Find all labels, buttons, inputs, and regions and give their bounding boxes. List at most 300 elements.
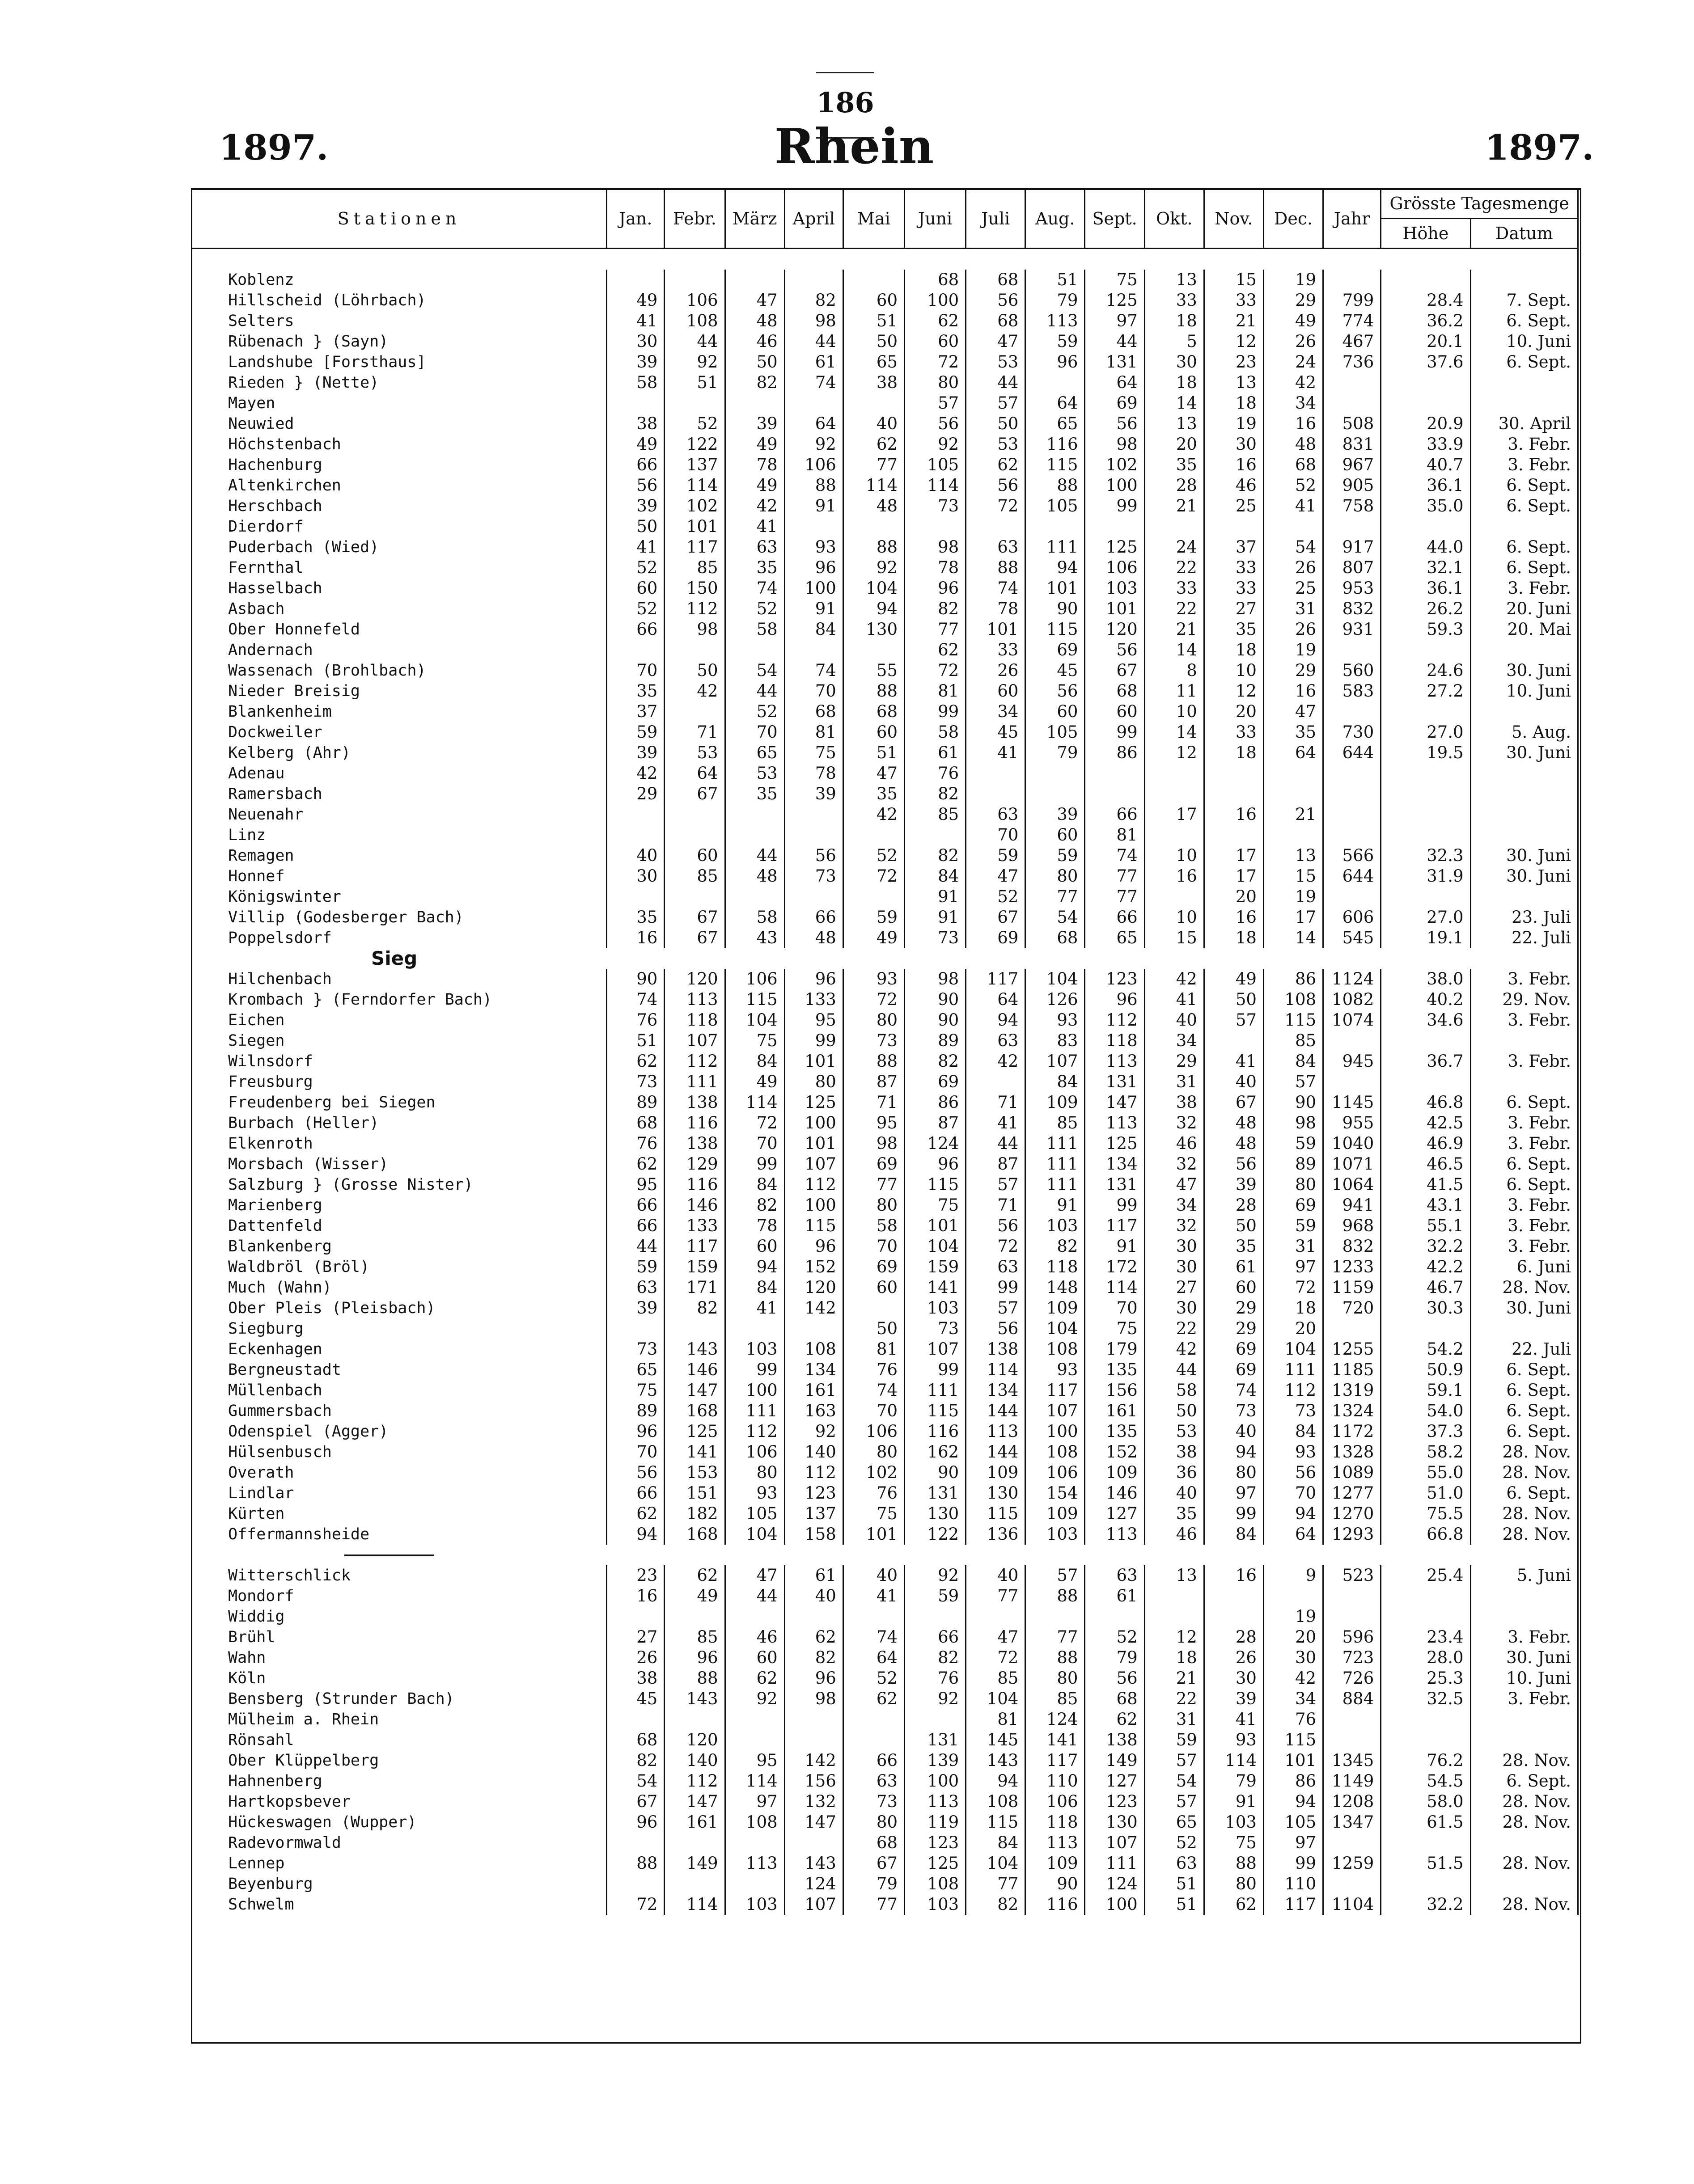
table-cell: 35 <box>1144 455 1204 475</box>
table-cell <box>665 1833 725 1853</box>
table-cell: 110 <box>1025 1771 1085 1791</box>
table-cell: 56 <box>1204 1154 1263 1174</box>
table-cell: 113 <box>1085 1524 1144 1545</box>
header-month: Sept. <box>1085 189 1144 249</box>
table-cell: 91 <box>905 887 966 907</box>
table-cell: 54 <box>1025 907 1085 928</box>
table-cell: 104 <box>905 1236 966 1257</box>
table-cell: 953 <box>1323 578 1381 599</box>
table-cell: 97 <box>725 1791 784 1812</box>
table-cell: 113 <box>905 1791 966 1812</box>
table-cell: 31 <box>1144 1072 1204 1092</box>
table-cell: 41 <box>607 311 665 331</box>
table-row <box>192 516 1578 537</box>
table-cell: 40 <box>1204 1421 1263 1442</box>
table-cell <box>607 640 665 660</box>
table-cell: 114 <box>905 475 966 496</box>
table-cell: 47 <box>966 866 1025 887</box>
table-cell: 21 <box>1144 496 1204 516</box>
table-cell: 49 <box>725 434 784 455</box>
station-name: Honnef <box>192 866 607 887</box>
table-cell: 31.9 <box>1381 866 1470 887</box>
table-cell: 66 <box>607 1195 665 1216</box>
table-cell: 29 <box>1144 1051 1204 1072</box>
table-cell: 19 <box>1204 414 1263 434</box>
table-cell: 42.5 <box>1381 1113 1470 1133</box>
table-row <box>192 537 1578 558</box>
table-cell: 113 <box>1085 1113 1144 1133</box>
table-cell: 67 <box>843 1853 904 1874</box>
table-cell: 89 <box>607 1401 665 1421</box>
table-cell: 105 <box>725 1504 784 1524</box>
table-cell: 95 <box>607 1174 665 1195</box>
table-cell: 94 <box>966 1771 1025 1791</box>
table-cell: 131 <box>1085 352 1144 372</box>
table-cell <box>665 804 725 825</box>
table-cell: 108 <box>1025 1339 1085 1360</box>
table-cell <box>784 516 843 537</box>
table-cell: 15 <box>1263 866 1323 887</box>
table-cell: 88 <box>843 537 904 558</box>
table-row <box>192 1709 1578 1730</box>
table-cell: 60 <box>966 681 1025 701</box>
station-name: Wahn <box>192 1648 607 1668</box>
table-cell <box>843 887 904 907</box>
table-cell: 120 <box>784 1277 843 1298</box>
table-cell: 62 <box>905 311 966 331</box>
table-cell: 113 <box>665 989 725 1010</box>
table-cell <box>1025 372 1085 393</box>
table-cell <box>665 825 725 845</box>
table-cell <box>843 1709 904 1730</box>
table-cell <box>607 825 665 845</box>
table-cell: 92 <box>725 1689 784 1709</box>
station-name: Bergneustadt <box>192 1360 607 1380</box>
station-name: Hachenburg <box>192 455 607 475</box>
table-cell: 720 <box>1323 1298 1381 1318</box>
table-row <box>192 681 1578 701</box>
table-cell: 42 <box>1144 1339 1204 1360</box>
table-row <box>192 722 1578 743</box>
table-cell: 85 <box>665 558 725 578</box>
table-cell: 114 <box>665 475 725 496</box>
table-cell: 108 <box>1263 989 1323 1010</box>
table-cell: 28 <box>1144 475 1204 496</box>
table-cell: 30 <box>1144 1236 1204 1257</box>
table-cell: 125 <box>905 1853 966 1874</box>
table-cell: 884 <box>1323 1689 1381 1709</box>
table-cell: 40 <box>784 1586 843 1606</box>
table-cell: 131 <box>905 1483 966 1504</box>
table-cell: 50 <box>725 352 784 372</box>
table-cell: 30. Juni <box>1470 866 1578 887</box>
table-row <box>192 352 1578 372</box>
table-cell: 41.5 <box>1381 1174 1470 1195</box>
table-cell: 103 <box>1204 1812 1263 1833</box>
table-cell: 52 <box>966 887 1025 907</box>
table-cell: 67 <box>607 1791 665 1812</box>
station-name: Ober Honnefeld <box>192 619 607 640</box>
table-cell: 112 <box>665 599 725 619</box>
table-cell: 84 <box>905 866 966 887</box>
station-name: Müllenbach <box>192 1380 607 1401</box>
table-cell: 63 <box>966 1257 1025 1277</box>
table-cell: 30 <box>1204 1668 1263 1689</box>
table-cell: 71 <box>966 1092 1025 1113</box>
table-cell: 72 <box>843 866 904 887</box>
table-cell: 124 <box>784 1874 843 1894</box>
table-cell: 57 <box>966 393 1025 414</box>
table-cell: 1185 <box>1323 1360 1381 1380</box>
table-cell <box>966 784 1025 804</box>
table-cell <box>905 1709 966 1730</box>
table-cell: 59 <box>607 722 665 743</box>
table-cell: 16 <box>1204 455 1263 475</box>
table-cell: 3. Febr. <box>1470 969 1578 989</box>
table-cell: 62 <box>607 1051 665 1072</box>
station-name: Köln <box>192 1668 607 1689</box>
table-cell: 36.2 <box>1381 311 1470 331</box>
table-cell: 76 <box>607 1133 665 1154</box>
table-cell: 35 <box>1204 619 1263 640</box>
table-cell: 60 <box>1025 701 1085 722</box>
table-cell: 116 <box>665 1113 725 1133</box>
table-cell: 508 <box>1323 414 1381 434</box>
table-cell: 98 <box>905 969 966 989</box>
table-cell: 89 <box>1263 1154 1323 1174</box>
table-row <box>192 1586 1578 1606</box>
table-cell <box>1263 825 1323 845</box>
table-body <box>192 249 1578 1915</box>
table-row <box>192 743 1578 763</box>
table-cell: 33 <box>1144 578 1204 599</box>
table-cell <box>1381 1031 1470 1051</box>
table-row <box>192 1627 1578 1648</box>
table-cell: 64 <box>1085 372 1144 393</box>
table-cell: 36 <box>1144 1462 1204 1483</box>
table-cell: 52 <box>1144 1833 1204 1853</box>
table-cell: 12 <box>1204 681 1263 701</box>
table-cell: 76 <box>905 763 966 784</box>
table-cell: 35 <box>843 784 904 804</box>
table-cell <box>1144 784 1204 804</box>
table-cell <box>1323 1709 1381 1730</box>
table-cell: 139 <box>905 1750 966 1771</box>
table-cell: 105 <box>1025 722 1085 743</box>
table-cell: 85 <box>966 1668 1025 1689</box>
table-cell: 113 <box>725 1853 784 1874</box>
table-cell: 968 <box>1323 1216 1381 1236</box>
table-cell: 92 <box>905 434 966 455</box>
table-cell: 62 <box>905 640 966 660</box>
table-cell: 104 <box>1025 969 1085 989</box>
table-cell: 154 <box>1025 1483 1085 1504</box>
table-cell: 40.7 <box>1381 455 1470 475</box>
table-cell: 80 <box>843 1195 904 1216</box>
table-cell <box>1323 887 1381 907</box>
table-cell: 100 <box>905 290 966 311</box>
table-cell <box>1144 887 1204 907</box>
table-cell: 75 <box>607 1380 665 1401</box>
table-cell <box>665 701 725 722</box>
table-cell: 142 <box>784 1298 843 1318</box>
table-cell: 44 <box>966 372 1025 393</box>
table-cell: 596 <box>1323 1627 1381 1648</box>
table-cell: 80 <box>1204 1874 1263 1894</box>
table-cell <box>1470 784 1578 804</box>
table-cell: 112 <box>1263 1380 1323 1401</box>
table-cell: 88 <box>843 1051 904 1072</box>
table-cell <box>665 393 725 414</box>
table-cell: 12 <box>1144 743 1204 763</box>
table-cell: 48 <box>784 928 843 948</box>
table-cell <box>1381 825 1470 845</box>
table-cell: 22. Juli <box>1470 1339 1578 1360</box>
table-cell: 114 <box>1204 1750 1263 1771</box>
table-cell: 134 <box>966 1380 1025 1401</box>
table-cell: 74 <box>1204 1380 1263 1401</box>
table-cell: 111 <box>1085 1853 1144 1874</box>
table-cell: 30. April <box>1470 414 1578 434</box>
table-cell: 53 <box>966 352 1025 372</box>
station-name: Villip (Godesberger Bach) <box>192 907 607 928</box>
table-cell: 57 <box>1263 1072 1323 1092</box>
table-cell: 26 <box>1263 331 1323 352</box>
table-cell <box>784 1833 843 1853</box>
table-cell: 88 <box>1025 475 1085 496</box>
table-cell: 37.6 <box>1381 352 1470 372</box>
table-cell: 94 <box>1025 558 1085 578</box>
table-cell: 68 <box>966 270 1025 290</box>
table-cell: 87 <box>966 1154 1025 1174</box>
station-name: Höchstenbach <box>192 434 607 455</box>
table-cell: 94 <box>1263 1504 1323 1524</box>
table-row <box>192 1668 1578 1689</box>
table-row <box>192 1257 1578 1277</box>
table-cell: 24.6 <box>1381 660 1470 681</box>
table-cell: 135 <box>1085 1421 1144 1442</box>
table-cell: 20 <box>1263 1318 1323 1339</box>
table-cell: 54 <box>1263 537 1323 558</box>
table-row <box>192 311 1578 331</box>
table-cell: 62 <box>725 1668 784 1689</box>
table-row <box>192 1154 1578 1174</box>
table-cell: 94 <box>843 599 904 619</box>
table-cell: 123 <box>784 1483 843 1504</box>
table-row <box>192 1462 1578 1483</box>
table-cell: 111 <box>1263 1360 1323 1380</box>
table-cell <box>1470 825 1578 845</box>
table-cell: 93 <box>1204 1730 1263 1750</box>
table-cell <box>1381 804 1470 825</box>
table-cell: 51 <box>843 743 904 763</box>
table-cell: 28. Nov. <box>1470 1791 1578 1812</box>
table-cell: 138 <box>966 1339 1025 1360</box>
table-cell: 46 <box>1144 1524 1204 1545</box>
header-stations: Stationen <box>192 189 607 249</box>
table-cell: 84 <box>725 1277 784 1298</box>
table-cell: 736 <box>1323 352 1381 372</box>
station-name: Rieden } (Nette) <box>192 372 607 393</box>
station-name: Kelberg (Ahr) <box>192 743 607 763</box>
table-cell: 99 <box>1085 722 1144 743</box>
table-row <box>192 599 1578 619</box>
table-cell: 44 <box>1085 331 1144 352</box>
table-cell: 14 <box>1144 640 1204 660</box>
table-cell: 113 <box>1025 1833 1085 1853</box>
table-cell: 131 <box>1085 1174 1144 1195</box>
table-cell: 41 <box>1204 1709 1263 1730</box>
table-cell: 67 <box>665 928 725 948</box>
table-cell: 97 <box>1204 1483 1263 1504</box>
table-cell: 60 <box>665 845 725 866</box>
table-cell <box>1470 393 1578 414</box>
table-cell: 723 <box>1323 1648 1381 1668</box>
table-cell: 69 <box>1263 1195 1323 1216</box>
table-cell: 1270 <box>1323 1504 1381 1524</box>
table-cell: 22 <box>1144 1689 1204 1709</box>
table-cell <box>1323 1833 1381 1853</box>
station-name: Lennep <box>192 1853 607 1874</box>
table-cell: 14 <box>1144 393 1204 414</box>
table-cell <box>725 804 784 825</box>
table-cell: 119 <box>905 1812 966 1833</box>
table-cell: 16 <box>1204 1565 1263 1586</box>
table-cell <box>1470 1072 1578 1092</box>
table-cell <box>1323 640 1381 660</box>
table-cell: 40 <box>843 1565 904 1586</box>
table-cell: 18 <box>1144 1648 1204 1668</box>
table-cell <box>1263 516 1323 537</box>
table-cell: 79 <box>1204 1771 1263 1791</box>
table-cell: 58.0 <box>1381 1791 1470 1812</box>
table-cell: 99 <box>905 701 966 722</box>
table-cell: 59 <box>843 907 904 928</box>
table-row <box>192 1277 1578 1298</box>
table-cell: 58 <box>725 619 784 640</box>
table-cell: 66 <box>607 455 665 475</box>
table-cell: 118 <box>1025 1812 1085 1833</box>
table-cell: 1082 <box>1323 989 1381 1010</box>
table-cell: 60 <box>905 331 966 352</box>
table-cell: 24 <box>1144 537 1204 558</box>
table-cell: 29. Nov. <box>1470 989 1578 1010</box>
table-cell <box>1381 701 1470 722</box>
table-cell: 23 <box>607 1565 665 1586</box>
table-cell <box>1144 763 1204 784</box>
table-cell: 90 <box>1025 599 1085 619</box>
table-cell: 72 <box>607 1894 665 1915</box>
table-cell: 523 <box>1323 1565 1381 1586</box>
table-cell <box>665 1709 725 1730</box>
table-cell: 89 <box>607 1092 665 1113</box>
table-cell: 96 <box>1025 352 1085 372</box>
header-month: April <box>784 189 843 249</box>
table-cell: 72 <box>1263 1277 1323 1298</box>
table-cell: 28. Nov. <box>1470 1277 1578 1298</box>
table-cell: 82 <box>905 1051 966 1072</box>
table-cell: 51 <box>607 1031 665 1051</box>
table-cell <box>1323 784 1381 804</box>
table-cell <box>665 887 725 907</box>
table-cell: 71 <box>843 1092 904 1113</box>
table-row <box>192 1072 1578 1092</box>
table-cell: 100 <box>1085 1894 1144 1915</box>
table-cell: 122 <box>665 434 725 455</box>
table-cell <box>1470 270 1578 290</box>
table-cell <box>725 1730 784 1750</box>
table-cell: 98 <box>784 311 843 331</box>
table-cell: 102 <box>843 1462 904 1483</box>
table-cell: 95 <box>784 1010 843 1031</box>
section-divider-row <box>192 1545 1578 1565</box>
table-cell: 81 <box>843 1339 904 1360</box>
table-cell: 96 <box>905 1154 966 1174</box>
table-cell: 74 <box>843 1627 904 1648</box>
table-cell: 158 <box>784 1524 843 1545</box>
table-cell: 114 <box>1085 1277 1144 1298</box>
table-cell: 18 <box>1204 393 1263 414</box>
table-cell: 108 <box>784 1339 843 1360</box>
table-cell: 3. Febr. <box>1470 1236 1578 1257</box>
table-cell: 115 <box>784 1216 843 1236</box>
table-cell: 118 <box>1025 1257 1085 1277</box>
table-row <box>192 1360 1578 1380</box>
table-cell: 19.1 <box>1381 928 1470 948</box>
table-cell: 70 <box>725 1133 784 1154</box>
table-cell: 49 <box>665 1586 725 1606</box>
table-cell: 41 <box>607 537 665 558</box>
table-cell: 35 <box>1144 1504 1204 1524</box>
table-cell: 125 <box>1085 1133 1144 1154</box>
table-cell: 147 <box>665 1791 725 1812</box>
table-cell: 63 <box>966 537 1025 558</box>
station-name: Kürten <box>192 1504 607 1524</box>
table-cell: 49 <box>843 928 904 948</box>
table-cell: 123 <box>1085 969 1144 989</box>
header-year: Jahr <box>1323 189 1381 249</box>
table-cell: 51.0 <box>1381 1483 1470 1504</box>
header-month: Febr. <box>665 189 725 249</box>
table-cell <box>1381 784 1470 804</box>
table-cell: 22 <box>1144 1318 1204 1339</box>
table-cell: 18 <box>1263 1298 1323 1318</box>
table-cell: 50 <box>607 516 665 537</box>
table-cell: 47 <box>1263 701 1323 722</box>
table-cell: 46.7 <box>1381 1277 1470 1298</box>
table-cell: 101 <box>784 1051 843 1072</box>
table-cell: 91 <box>1204 1791 1263 1812</box>
table-cell: 120 <box>1085 619 1144 640</box>
station-name: Landshube [Forsthaus] <box>192 352 607 372</box>
table-cell: 82 <box>784 1648 843 1668</box>
table-cell: 142 <box>784 1750 843 1771</box>
table-cell: 59.1 <box>1381 1380 1470 1401</box>
table-cell: 9 <box>1263 1565 1323 1586</box>
table-cell: 70 <box>966 825 1025 845</box>
table-cell: 28. Nov. <box>1470 1524 1578 1545</box>
table-cell <box>1381 1586 1470 1606</box>
table-cell: 115 <box>1263 1010 1323 1031</box>
table-cell: 117 <box>1025 1750 1085 1771</box>
table-cell <box>607 1833 665 1853</box>
table-cell <box>1381 1318 1470 1339</box>
table-cell: 70 <box>843 1401 904 1421</box>
table-cell: 941 <box>1323 1195 1381 1216</box>
table-cell: 69 <box>1085 393 1144 414</box>
table-cell: 33 <box>1204 558 1263 578</box>
table-cell <box>607 393 665 414</box>
